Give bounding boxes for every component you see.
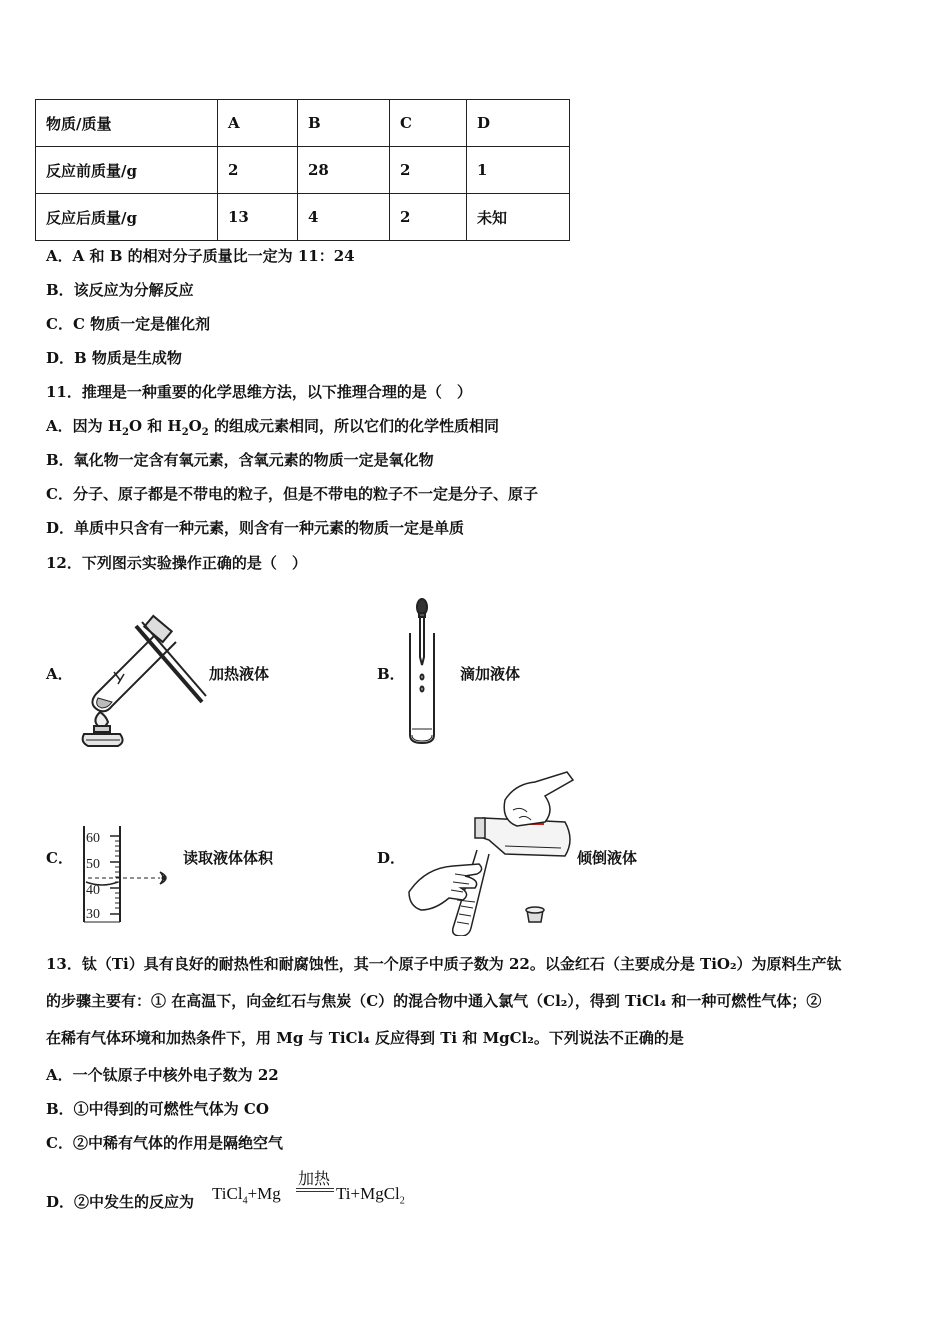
q13-option-a: A．一个钛原子中核外电子数为 22 xyxy=(46,1066,279,1084)
subscript: 4 xyxy=(242,1195,248,1207)
q10-option-a: A．A 和 B 的相对分子质量比一定为 11：24 xyxy=(46,247,355,265)
q11-option-a xyxy=(46,416,499,443)
q11-option-b: B．氧化物一定含有氧元素，含氧元素的物质一定是氧化物 xyxy=(46,451,434,469)
table-cell: D xyxy=(467,100,570,147)
table-header-row xyxy=(36,100,570,147)
reaction-equation xyxy=(212,1166,432,1210)
reading-volume-figure xyxy=(80,826,180,926)
q11-a-text: O 和 H xyxy=(129,417,182,435)
tick-label: 40 xyxy=(86,883,100,898)
q12-stem: 12．下列图示实验操作正确的是（ ） xyxy=(46,554,307,572)
subscript: 2 xyxy=(181,427,189,438)
table-row xyxy=(36,147,570,194)
q12-option-b-label: B． xyxy=(377,665,405,683)
tick-label: 30 xyxy=(86,907,100,922)
eq-right-text: Ti+MgCl xyxy=(336,1184,400,1203)
q13-option-d xyxy=(46,1192,194,1212)
q12-option-b-caption: 滴加液体 xyxy=(460,665,521,683)
table-row xyxy=(36,194,570,241)
eq-left-text: TiCl xyxy=(212,1184,243,1203)
q13-option-b: B．①中得到的可燃性气体为 CO xyxy=(46,1100,269,1118)
eq-right xyxy=(336,1184,405,1206)
q13-stem-line: 13．钛（Ti）具有良好的耐热性和耐腐蚀性，其一个原子中质子数为 22。以金红石（主要成分是 TiO₂）为原料生产钛 xyxy=(46,955,842,973)
table-cell: 28 xyxy=(298,147,390,194)
q11-option-c: C．分子、原子都是不带电的粒子，但是不带电的粒子不一定是分子、原子 xyxy=(46,485,538,503)
table-cell: 1 xyxy=(467,147,570,194)
q12-option-a-caption: 加热液体 xyxy=(209,665,270,683)
table-cell: 4 xyxy=(298,194,390,241)
heating-liquid-figure xyxy=(76,612,210,748)
table-cell: C xyxy=(390,100,467,147)
q12-option-d-caption: 倾倒液体 xyxy=(577,849,638,867)
table-cell: 未知 xyxy=(467,194,570,241)
table-cell: A xyxy=(218,100,298,147)
q11-a-text: 的组成元素相同，所以它们的化学性质相同 xyxy=(208,417,499,435)
eq-condition: 加热 xyxy=(298,1171,331,1188)
table-cell: 反应前质量/g xyxy=(36,147,218,194)
table-cell: B xyxy=(298,100,390,147)
q12-option-c-label: C． xyxy=(46,849,73,867)
q13-option-c: C．②中稀有气体的作用是隔绝空气 xyxy=(46,1134,283,1152)
q12-option-c-caption: 读取液体体积 xyxy=(183,849,274,867)
eq-left xyxy=(212,1184,281,1206)
table-cell: 2 xyxy=(390,147,467,194)
q12-option-a-label: A． xyxy=(46,665,73,683)
q11-stem: 11．推理是一种重要的化学思维方法，以下推理合理的是（ ） xyxy=(46,383,472,401)
pouring-liquid-figure xyxy=(405,770,577,936)
table-cell: 13 xyxy=(218,194,298,241)
tick-label: 50 xyxy=(86,857,100,872)
q13-stem-line: 的步骤主要有：① 在高温下，向金红石与焦炭（C）的混合物中通入氯气（Cl₂），得到 TiCl₄ 和一种可燃性气体；② xyxy=(46,992,822,1010)
q11-option-d: D．单质中只含有一种元素，则含有一种元素的物质一定是单质 xyxy=(46,519,465,537)
table-cell: 2 xyxy=(390,194,467,241)
q13-stem-line: 在稀有气体环境和加热条件下，用 Mg 与 TiCl₄ 反应得到 Ti 和 MgCl₂。下列说法不正确的是 xyxy=(46,1029,684,1047)
table-cell: 反应后质量/g xyxy=(36,194,218,241)
q11-a-text: A．因为 H xyxy=(46,417,123,435)
q13-stem xyxy=(46,946,916,1057)
q10-option-c: C．C 物质一定是催化剂 xyxy=(46,315,211,333)
q13-d-prefix: D．②中发生的反应为 xyxy=(46,1193,195,1211)
eq-plus-text: +Mg xyxy=(247,1184,281,1203)
tick-label: 60 xyxy=(86,831,100,846)
table-cell: 2 xyxy=(218,147,298,194)
mass-table xyxy=(35,99,570,241)
subscript: 2 xyxy=(122,427,130,438)
q11-a-text: O xyxy=(188,417,202,435)
subscript: 2 xyxy=(399,1195,405,1207)
subscript: 2 xyxy=(201,427,209,438)
q10-option-d: D．B 物质是生成物 xyxy=(46,349,182,367)
table-cell: 物质/质量 xyxy=(36,100,218,147)
dropping-liquid-figure xyxy=(404,597,444,747)
q10-option-b: B．该反应为分解反应 xyxy=(46,281,194,299)
eq-double-line xyxy=(296,1188,334,1192)
q12-option-d-label: D． xyxy=(377,849,406,867)
